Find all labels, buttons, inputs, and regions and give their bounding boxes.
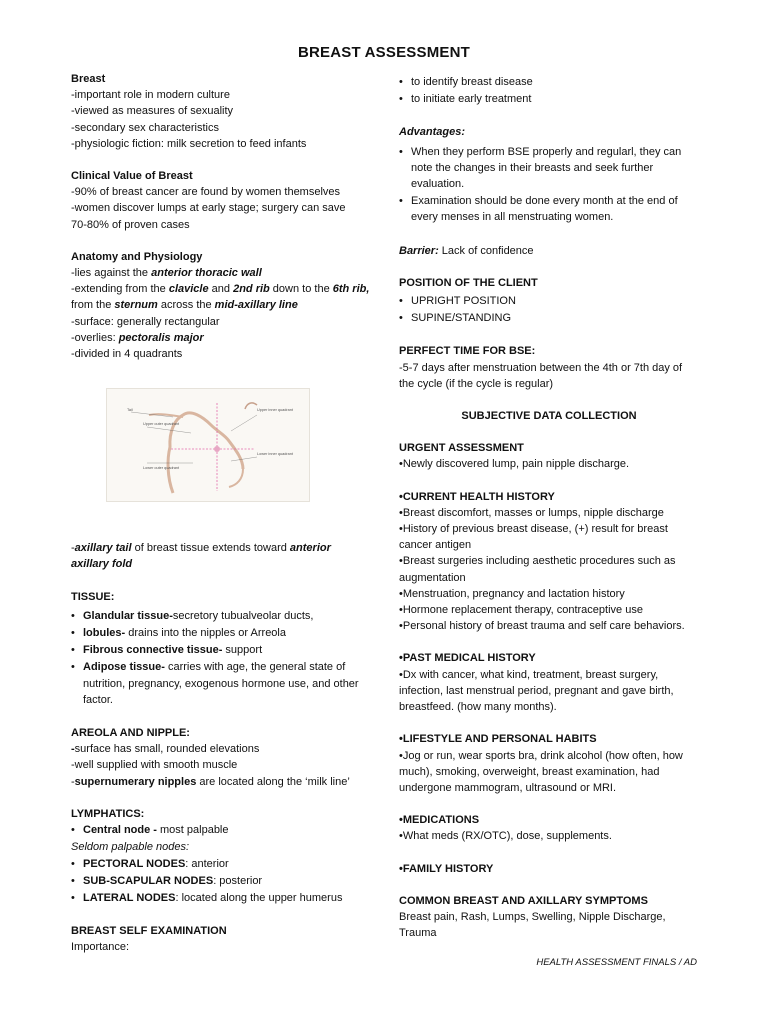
list-item: • Examination should be done every month at the end of every menses in all menstruating women. [399, 193, 699, 225]
urgent-heading: URGENT ASSESSMENT [399, 442, 524, 455]
current-health-line: •Hormone replacement therapy, contraceptive use [399, 604, 643, 617]
lifestyle-heading: •LIFESTYLE AND PERSONAL HABITS [399, 733, 597, 746]
lifestyle-text: •Jog or run, wear sports bra, drink alcohol (how often, how much), smoking, overweight, breast examination, had undergone mammogram, ultrasound or MRI. [399, 749, 683, 794]
list-item: • Central node - most palpable [71, 822, 371, 838]
advantages-list [399, 144, 699, 226]
page-footer: HEALTH ASSESSMENT FINALS / AD [536, 957, 697, 968]
breast-heading: Breast [71, 73, 106, 85]
symptoms-text: Breast pain, Rash, Lumps, Swelling, Nipple Discharge, Trauma [399, 910, 666, 940]
current-health-heading: •CURRENT HEALTH HISTORY [399, 490, 555, 503]
breast-quadrant-figure [106, 388, 310, 502]
current-health-line: •Breast discomfort, masses or lumps, nipple discharge [399, 506, 664, 519]
importance-label: Importance: [71, 941, 130, 954]
anatomy-line: -lies against the anterior thoracic wall [71, 267, 262, 280]
current-health-line: •Menstruation, pregnancy and lactation history [399, 587, 625, 600]
bse-heading: BREAST SELF EXAMINATION [71, 925, 227, 938]
family-history-heading: •FAMILY HISTORY [399, 862, 494, 875]
breast-line: -important role in modern culture [71, 89, 230, 102]
perfect-time-heading: PERFECT TIME FOR BSE: [399, 345, 536, 358]
left-column [71, 71, 371, 956]
advantages-heading: Advantages: [399, 126, 466, 139]
areola-line: -supernumerary nipples are located along the ‘milk line’ [71, 775, 350, 788]
clinical-line: 70-80% of proven cases [71, 218, 190, 231]
nodes-list [71, 856, 371, 907]
clinical-line: -women discover lumps at early stage; surgery can save [71, 202, 346, 215]
seldom-label: Seldom palpable nodes: [71, 841, 190, 854]
label-upper-inner: Upper inner quadrant [257, 408, 293, 413]
central-node-list [71, 822, 371, 838]
list-item: • SUPINE/STANDING [399, 310, 699, 326]
current-health-line: •Breast surgeries including aesthetic procedures such as augmentation [399, 555, 676, 584]
page-title: BREAST ASSESSMENT [297, 44, 471, 61]
list-item: • Adipose tissue- carries with age, the general state of nutrition, pregnancy, exogenous hormone use, and other factor. [71, 659, 371, 708]
current-health-line: •History of previous breast disease, (+) result for breast cancer antigen [399, 523, 668, 552]
subjective-heading: SUBJECTIVE DATA COLLECTION [461, 410, 637, 423]
medications-heading: •MEDICATIONS [399, 814, 480, 827]
label-upper-outer: Upper outer quadrant [143, 422, 180, 427]
anatomy-line: -surface: generally rectangular [71, 315, 220, 328]
lymphatics-heading: LYMPHATICS: [71, 807, 145, 820]
past-medical-text: •Dx with cancer, what kind, treatment, breast surgery, infection, last menstrual period, pregnant and gave birth, breastfeed. (how many months). [399, 668, 674, 714]
breast-line: -secondary sex characteristics [71, 121, 219, 134]
tissue-list [71, 608, 371, 708]
label-lower-inner: Lower inner quadrant [257, 452, 293, 457]
breast-line: -physiologic fiction: milk secretion to feed infants [71, 137, 307, 150]
list-item: • Fibrous connective tissue- support [71, 642, 371, 658]
list-item: • lobules- drains into the nipples or Arreola [71, 625, 371, 641]
importance-list [399, 74, 699, 107]
list-item: • UPRIGHT POSITION [399, 293, 699, 309]
tissue-heading: TISSUE: [71, 590, 115, 603]
anatomy-line: -divided in 4 quadrants [71, 348, 183, 361]
list-item: • When they perform BSE properly and regularl, they can note the changes in their breasts and seek further evaluation. [399, 144, 699, 193]
past-medical-heading: •PAST MEDICAL HISTORY [399, 652, 536, 665]
areola-heading: AREOLA AND NIPPLE: [71, 727, 190, 740]
medications-text: •What meds (RX/OTC), dose, supplements. [399, 830, 612, 843]
anatomy-heading: Anatomy and Physiology [71, 250, 203, 263]
areola-line: -well supplied with smooth muscle [71, 759, 238, 772]
label-lower-outer: Lower outer quadrant [143, 466, 180, 471]
axillary-tail-text: -axillary tail of breast tissue extends toward anterior axillary fold [71, 542, 331, 571]
clinical-line: -90% of breast cancer are found by women themselves [71, 186, 341, 199]
list-item: • LATERAL NODES: located along the upper humerus [71, 890, 371, 906]
perfect-time-text: -5-7 days after menstruation between the 4th or 7th day of the cycle (if the cycle is regular) [399, 361, 683, 390]
position-heading: POSITION OF THE CLIENT [399, 276, 538, 289]
anatomy-line: -extending from the clavicle and 2nd rib down to the 6th rib, from the sternum across the mid-axillary line [71, 283, 370, 312]
right-column [399, 74, 699, 941]
label-tail: Tail [127, 408, 133, 413]
list-item: • to initiate early treatment [399, 91, 699, 107]
breast-quadrant-diagram [107, 389, 309, 501]
anatomy-line: -overlies: pectoralis major [71, 331, 204, 344]
list-item: • SUB-SCAPULAR NODES: posterior [71, 873, 371, 889]
clinical-heading: Clinical Value of Breast [71, 170, 193, 183]
barrier-line: Barrier: Lack of confidence [399, 244, 534, 257]
list-item: • to identify breast disease [399, 74, 699, 90]
position-list [399, 293, 699, 326]
breast-line: -viewed as measures of sexuality [71, 105, 234, 118]
list-item: • PECTORAL NODES: anterior [71, 856, 371, 872]
current-health-line: •Personal history of breast trauma and self care behaviors. [399, 620, 685, 633]
areola-line: -surface has small, rounded elevations [71, 743, 260, 756]
urgent-text: •Newly discovered lump, pain nipple discharge. [399, 458, 630, 471]
symptoms-heading: COMMON BREAST AND AXILLARY SYMPTOMS [399, 894, 648, 907]
list-item: • Glandular tissue-secretory tubualveolar ducts, [71, 608, 371, 624]
